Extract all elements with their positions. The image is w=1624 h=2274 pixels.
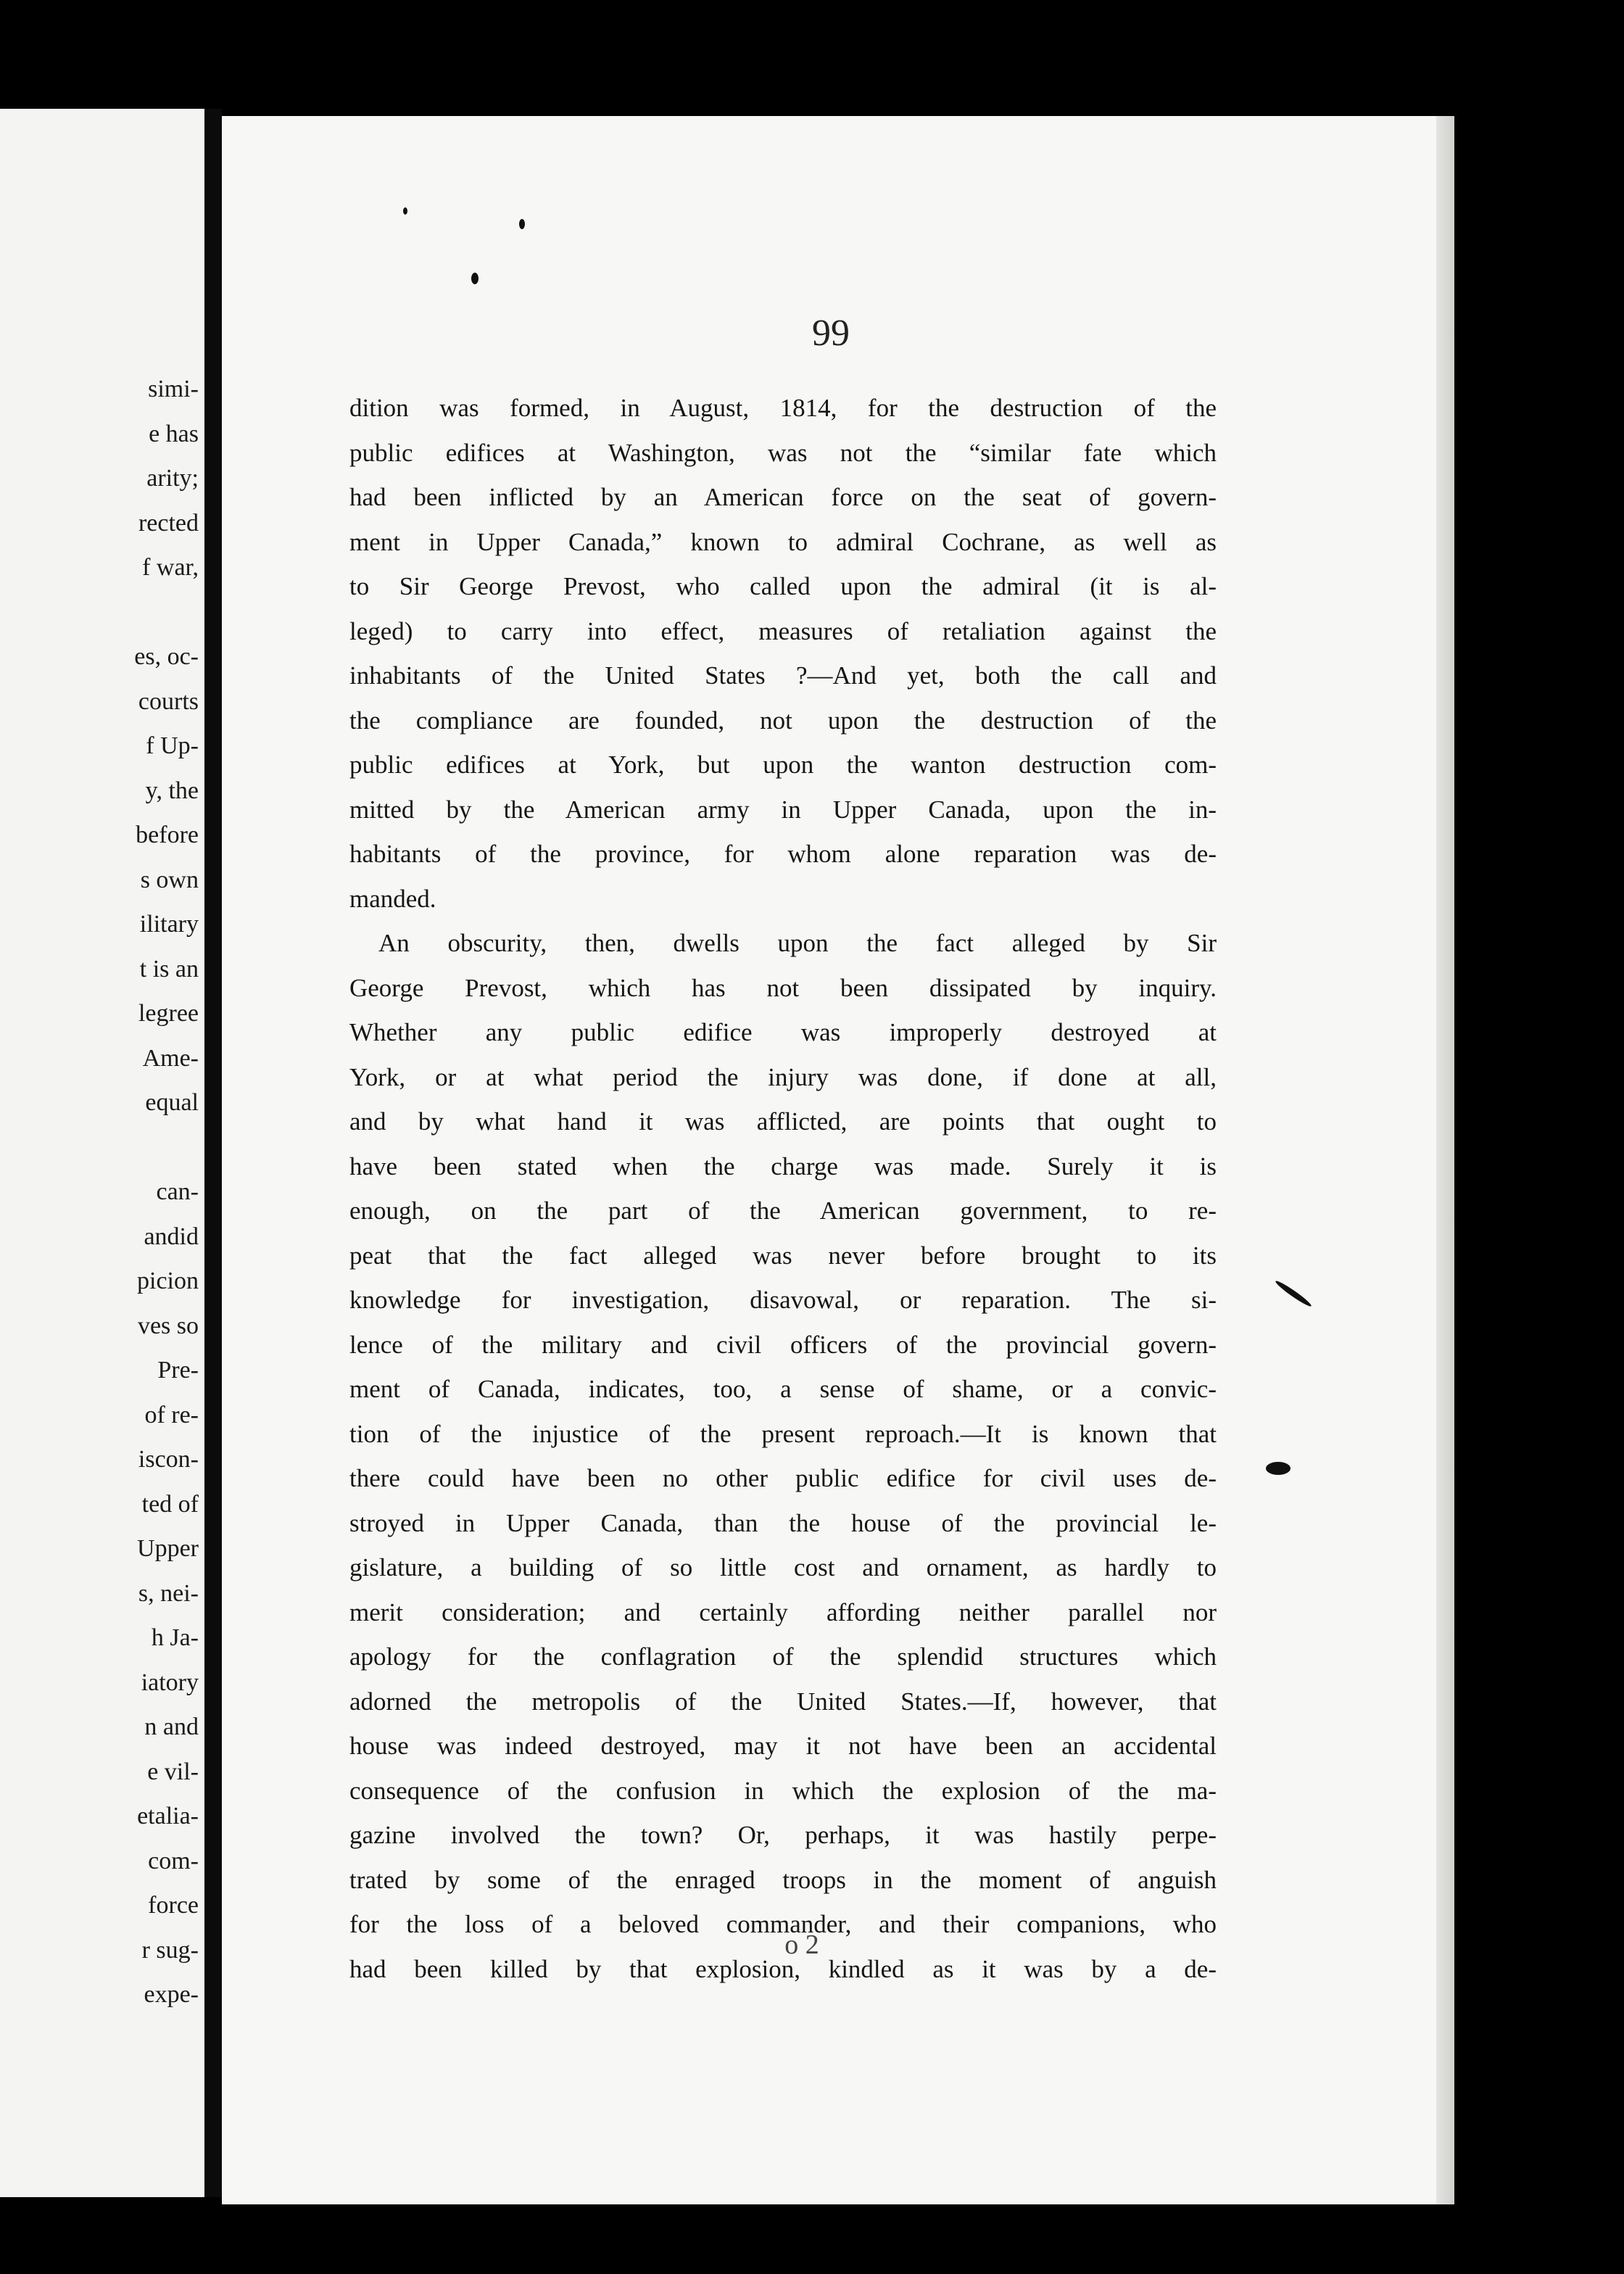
text-line: the compliance are founded, not upon the destruction of the xyxy=(349,706,1217,735)
text-line: An obscurity, then, dwells upon the fact alleged by Sir xyxy=(378,929,1217,957)
ink-speck xyxy=(1266,1462,1290,1475)
text-line: trated by some of the enraged troops in the moment of anguish xyxy=(349,1865,1217,1894)
left-line xyxy=(10,1125,199,1170)
text-line: George Prevost, which has not been dissipated by inquiry. xyxy=(349,973,1217,1002)
main-page xyxy=(222,116,1454,2204)
text-line: for the loss of a beloved commander, and their companions, who xyxy=(349,1910,1217,1938)
text-line: house was indeed destroyed, may it not have been an accidental xyxy=(349,1732,1217,1760)
text-line: tion of the injustice of the present reproach.—It is known that xyxy=(349,1419,1217,1448)
left-line: equal xyxy=(145,1089,199,1116)
left-line: picion xyxy=(137,1268,199,1294)
left-page-text xyxy=(10,367,199,2017)
left-line xyxy=(10,590,199,635)
left-line: rected xyxy=(138,509,199,537)
text-line: ment in Upper Canada,” known to admiral Cochrane, as well as xyxy=(349,527,1217,556)
text-line: there could have been no other public edifice for civil uses de- xyxy=(349,1464,1217,1492)
text-line: have been stated when the charge was made. Surely it is xyxy=(349,1152,1217,1181)
text-line: ment of Canada, indicates, too, a sense of shame, or a convic- xyxy=(349,1375,1217,1403)
left-line: com- xyxy=(148,1847,199,1874)
text-line: York, or at what period the injury was done, if done at all, xyxy=(349,1062,1217,1091)
text-line: had been killed by that explosion, kindled as it was by a de- xyxy=(349,1954,1217,1983)
left-line: n and xyxy=(144,1713,199,1740)
left-line: ted of xyxy=(141,1490,199,1518)
text-line: mitted by the American army in Upper Canada, upon the in- xyxy=(349,795,1217,824)
left-line: ilitary xyxy=(139,911,199,938)
text-line: Whether any public edifice was improperly destroyed at xyxy=(349,1018,1217,1046)
text-line: peat that the fact alleged was never before brought to its xyxy=(349,1241,1217,1270)
left-line: y, the xyxy=(145,777,199,804)
ink-speck xyxy=(471,273,478,284)
ink-speck xyxy=(1274,1279,1313,1309)
text-line: gislature, a building of so little cost and ornament, as hardly to xyxy=(349,1553,1217,1582)
text-line: merit consideration; and certainly affording neither parallel nor xyxy=(349,1597,1217,1626)
left-line: t is an xyxy=(139,955,199,983)
left-page xyxy=(0,109,204,2197)
left-line: arity; xyxy=(146,465,199,492)
left-line: expe- xyxy=(144,1981,199,2008)
left-line: can- xyxy=(156,1178,199,1205)
text-line: adorned the metropolis of the United States.—If, however, that xyxy=(349,1687,1217,1716)
text-line: had been inflicted by an American force on the seat of govern- xyxy=(349,483,1217,511)
page-number: 99 xyxy=(812,313,850,354)
left-line: before xyxy=(136,822,199,848)
left-line: f war, xyxy=(142,554,199,581)
text-line: inhabitants of the United States ?—And yet, both the call and xyxy=(349,661,1217,690)
left-line: simi- xyxy=(148,376,199,402)
left-line: s, nei- xyxy=(138,1579,199,1607)
left-line: r sug- xyxy=(141,1936,199,1964)
ink-speck xyxy=(519,219,525,229)
left-line: courts xyxy=(138,687,199,715)
text-line: public edifices at York, but upon the wanton destruction com- xyxy=(349,751,1217,779)
left-line: h Ja- xyxy=(151,1624,199,1651)
left-line: etalia- xyxy=(137,1803,199,1829)
left-line: force xyxy=(148,1892,199,1919)
text-line: leged) to carry into effect, measures of retaliation against the xyxy=(349,616,1217,645)
text-line: public edifices at Washington, was not the “similar fate which xyxy=(349,438,1217,467)
signature-mark: o 2 xyxy=(784,1930,819,1960)
left-line: iscon- xyxy=(138,1446,199,1473)
text-line: to Sir George Prevost, who called upon the admiral (it is al- xyxy=(349,572,1217,600)
left-line: iatory xyxy=(141,1669,199,1696)
text-line: consequence of the confusion in which the explosion of the ma- xyxy=(349,1776,1217,1805)
left-line: Upper xyxy=(137,1535,199,1562)
text-line: enough, on the part of the American government, to re- xyxy=(349,1196,1217,1225)
text-line: dition was formed, in August, 1814, for the destruction of the xyxy=(349,394,1217,422)
page-edge xyxy=(1436,116,1454,2204)
text-line: gazine involved the town? Or, perhaps, it was hastily perpe- xyxy=(349,1821,1217,1849)
left-line: andid xyxy=(144,1223,199,1250)
left-line: legree xyxy=(138,1000,199,1027)
left-line: of re- xyxy=(144,1401,199,1429)
text-line: stroyed in Upper Canada, than the house of the provincial le- xyxy=(349,1508,1217,1537)
left-line: es, oc- xyxy=(134,643,199,670)
left-line: ves so xyxy=(137,1312,199,1339)
left-line: f Up- xyxy=(146,732,199,759)
left-line: Pre- xyxy=(157,1357,199,1384)
text-line: habitants of the province, for whom alone reparation was de- xyxy=(349,840,1217,868)
left-line: s own xyxy=(140,866,199,893)
text-line: and by what hand it was afflicted, are points that ought to xyxy=(349,1107,1217,1136)
ink-speck xyxy=(403,207,407,215)
text-line: lence of the military and civil officers of the provincial govern- xyxy=(349,1330,1217,1359)
left-line: e vil- xyxy=(147,1758,199,1785)
book-gutter xyxy=(204,109,222,2197)
left-line: e has xyxy=(149,420,199,447)
text-line: knowledge for investigation, disavowal, or reparation. The si- xyxy=(349,1286,1217,1314)
text-line: apology for the conflagration of the splendid structures which xyxy=(349,1642,1217,1671)
left-line: Ame- xyxy=(142,1044,199,1072)
text-line: manded. xyxy=(349,884,436,913)
body-text xyxy=(349,386,1217,1991)
